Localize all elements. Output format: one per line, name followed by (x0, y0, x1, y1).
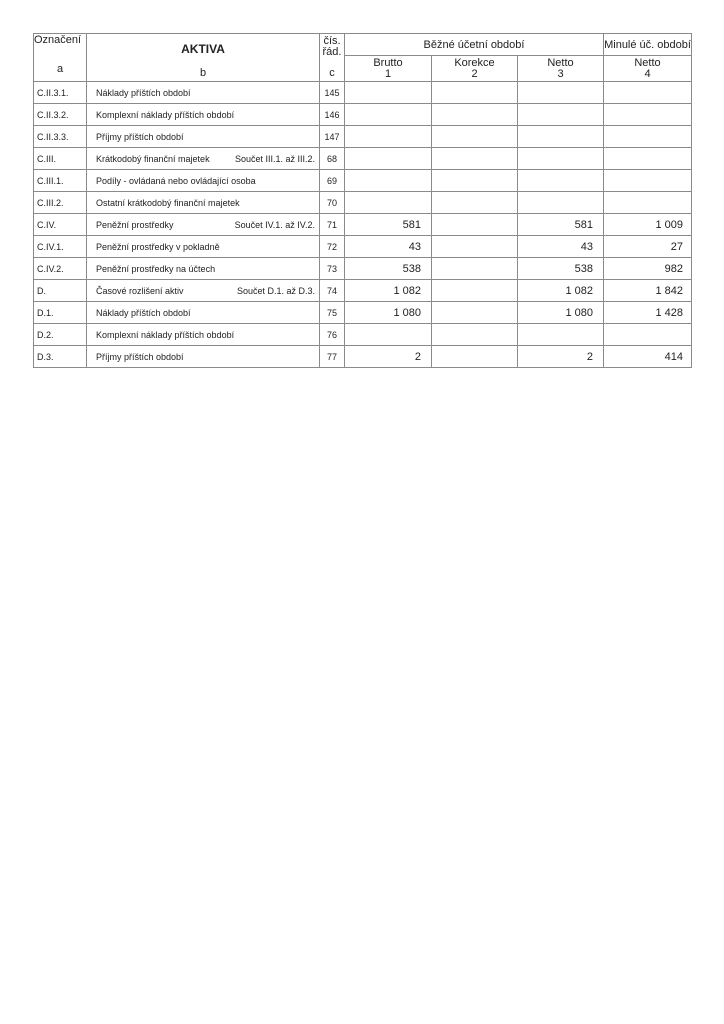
row-name (87, 324, 320, 346)
row-number: 73 (320, 258, 345, 280)
row-name (87, 192, 320, 214)
korekce-value (432, 148, 518, 170)
netto-previous-value (604, 148, 692, 170)
row-mark: C.III.2. (34, 192, 87, 214)
row-mark: C.III. (34, 148, 87, 170)
brutto-value (345, 148, 432, 170)
korekce-value (432, 82, 518, 104)
table-row (34, 346, 692, 368)
row-name (87, 346, 320, 368)
row-name-text: Krátkodobý finanční majetek (96, 153, 210, 164)
netto-previous-value (604, 324, 692, 346)
header-korekce: Korekce 2 (432, 56, 518, 82)
row-number: 146 (320, 104, 345, 126)
row-name-text: Komplexní náklady příštích období (96, 109, 235, 120)
row-name (87, 280, 320, 302)
row-name-text: Komplexní náklady příštích období (96, 329, 235, 340)
netto-previous-value: 414 (604, 346, 692, 368)
korekce-value (432, 192, 518, 214)
row-number: 72 (320, 236, 345, 258)
header-previous-period: Minulé úč. období (604, 34, 692, 56)
row-sum-formula: Součet D.1. až D.3. (236, 285, 315, 296)
row-name-text: Příjmy příštích období (96, 131, 184, 142)
row-mark: C.IV.2. (34, 258, 87, 280)
row-mark: C.II.3.3. (34, 126, 87, 148)
row-mark: C.II.3.1. (34, 82, 87, 104)
row-name (87, 236, 320, 258)
row-sum-formula: Součet IV.1. až IV.2. (234, 219, 315, 230)
korekce-value (432, 170, 518, 192)
netto-value: 538 (518, 258, 604, 280)
netto-previous-value (604, 82, 692, 104)
netto-value (518, 324, 604, 346)
netto-value: 1 082 (518, 280, 604, 302)
netto-previous-value: 982 (604, 258, 692, 280)
korekce-value (432, 236, 518, 258)
row-sum-formula: Součet III.1. až III.2. (234, 153, 315, 164)
row-name-text: Peněžní prostředky v pokladně (96, 241, 220, 252)
netto-previous-value: 1 009 (604, 214, 692, 236)
row-number: 70 (320, 192, 345, 214)
netto-value: 1 080 (518, 302, 604, 324)
table-row (34, 148, 692, 170)
row-number: 147 (320, 126, 345, 148)
header-oznaceni: Označení a (34, 34, 87, 82)
netto-previous-value: 27 (604, 236, 692, 258)
brutto-value: 538 (345, 258, 432, 280)
row-number: 74 (320, 280, 345, 302)
netto-value: 581 (518, 214, 604, 236)
table-row (34, 214, 692, 236)
row-number: 76 (320, 324, 345, 346)
netto-value (518, 82, 604, 104)
korekce-value (432, 346, 518, 368)
table-row (34, 280, 692, 302)
header-aktiva: AKTIVA b (87, 34, 320, 82)
header-cis-rad: čís. řád. c (320, 34, 345, 82)
table-row (34, 170, 692, 192)
netto-value (518, 170, 604, 192)
brutto-value: 43 (345, 236, 432, 258)
row-mark: C.III.1. (34, 170, 87, 192)
row-mark: C.IV.1. (34, 236, 87, 258)
brutto-value (345, 126, 432, 148)
row-number: 68 (320, 148, 345, 170)
netto-value (518, 192, 604, 214)
row-name (87, 104, 320, 126)
brutto-value (345, 170, 432, 192)
table-row (34, 324, 692, 346)
netto-value: 2 (518, 346, 604, 368)
brutto-value: 2 (345, 346, 432, 368)
row-mark: D. (34, 280, 87, 302)
row-name (87, 170, 320, 192)
header-netto: Netto 3 (518, 56, 604, 82)
row-name (87, 126, 320, 148)
row-mark: D.3. (34, 346, 87, 368)
row-number: 71 (320, 214, 345, 236)
brutto-value: 1 082 (345, 280, 432, 302)
row-name-text: Časové rozlišení aktiv (96, 285, 184, 296)
table-row (34, 192, 692, 214)
netto-value (518, 104, 604, 126)
korekce-value (432, 126, 518, 148)
korekce-value (432, 302, 518, 324)
row-name-text: Příjmy příštích období (96, 351, 184, 362)
netto-value: 43 (518, 236, 604, 258)
row-name (87, 258, 320, 280)
table-row (34, 82, 692, 104)
row-number: 77 (320, 346, 345, 368)
table-row (34, 104, 692, 126)
header-current-period: Běžné účetní období (345, 34, 604, 56)
header-brutto: Brutto 1 (345, 56, 432, 82)
netto-value (518, 148, 604, 170)
header-row-1 (34, 34, 692, 56)
row-mark: C.IV. (34, 214, 87, 236)
korekce-value (432, 324, 518, 346)
row-name (87, 302, 320, 324)
header-netto-previous: Netto 4 (604, 56, 692, 82)
row-number: 75 (320, 302, 345, 324)
korekce-value (432, 104, 518, 126)
netto-previous-value (604, 126, 692, 148)
table-row (34, 126, 692, 148)
table-row (34, 302, 692, 324)
brutto-value: 1 080 (345, 302, 432, 324)
row-number: 145 (320, 82, 345, 104)
row-name-text: Náklady příštích období (96, 307, 191, 318)
brutto-value (345, 82, 432, 104)
row-number: 69 (320, 170, 345, 192)
brutto-value (345, 104, 432, 126)
balance-sheet-table (33, 33, 692, 368)
netto-previous-value (604, 170, 692, 192)
row-mark: C.II.3.2. (34, 104, 87, 126)
row-name-text: Ostatní krátkodobý finanční majetek (96, 197, 240, 208)
brutto-value: 581 (345, 214, 432, 236)
row-name-text: Náklady příštích období (96, 87, 191, 98)
netto-previous-value (604, 104, 692, 126)
row-name (87, 214, 320, 236)
row-mark: D.2. (34, 324, 87, 346)
row-name-text: Podíly - ovládaná nebo ovládající osoba (96, 175, 256, 186)
row-mark: D.1. (34, 302, 87, 324)
row-name (87, 82, 320, 104)
table-row (34, 258, 692, 280)
row-name-text: Peněžní prostředky (96, 219, 174, 230)
korekce-value (432, 258, 518, 280)
row-name-text: Peněžní prostředky na účtech (96, 263, 216, 274)
brutto-value (345, 324, 432, 346)
netto-previous-value (604, 192, 692, 214)
netto-value (518, 126, 604, 148)
brutto-value (345, 192, 432, 214)
table-row (34, 236, 692, 258)
row-name (87, 148, 320, 170)
netto-previous-value: 1 428 (604, 302, 692, 324)
korekce-value (432, 214, 518, 236)
korekce-value (432, 280, 518, 302)
netto-previous-value: 1 842 (604, 280, 692, 302)
